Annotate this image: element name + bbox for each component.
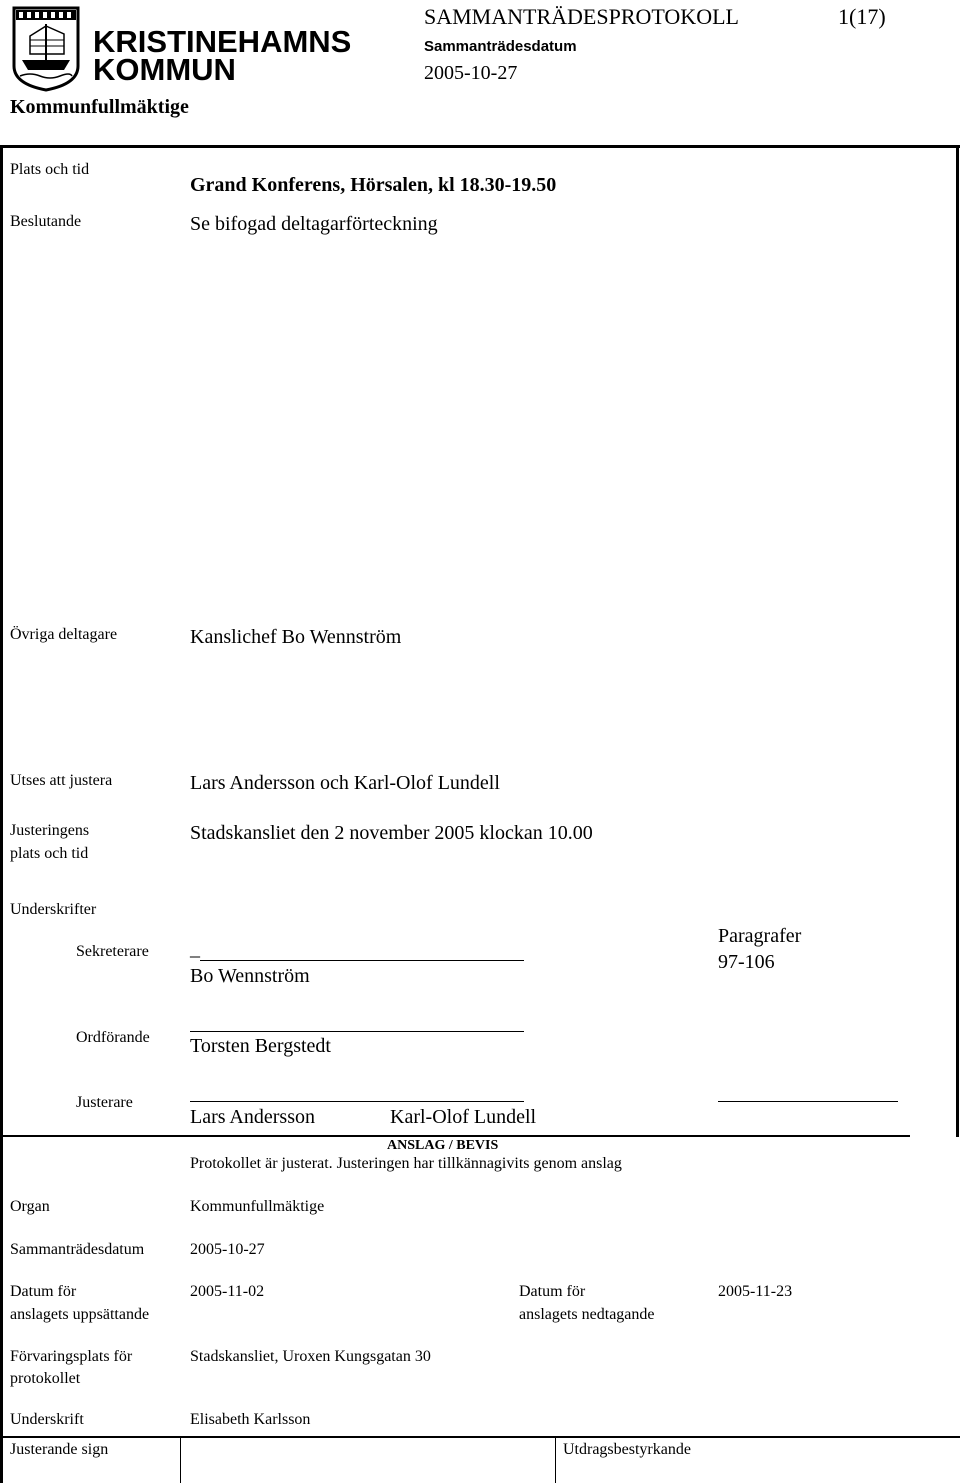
municipality-name-line-2: KOMMUN [93,52,236,87]
removed-label-1: Datum för [519,1283,586,1300]
adjusting-sign-label: Justerande sign [10,1441,109,1458]
adjuster-1-name: Lars Andersson [190,1106,315,1128]
organ-label: Organ [10,1198,50,1215]
posted-label-2: anslagets uppsättande [10,1306,150,1323]
chair-label: Ordförande [76,1029,150,1046]
adjust-place-label-2: plats och tid [10,845,89,862]
paragraphs-label: Paragrafer [718,925,802,947]
notice-signature-label: Underskrift [10,1411,84,1428]
adjuster-2-name: Karl-Olof Lundell [390,1106,537,1128]
municipality-name-line-1: KRISTINEHAMNS [93,24,352,59]
secretary-label: Sekreterare [76,943,149,960]
secretary-mark: _ [190,938,200,960]
adjust-place-label-1: Justeringens [10,822,90,839]
meeting-date-label: Sammanträdesdatum [424,38,577,55]
notice-signature: Elisabeth Karlsson [190,1411,311,1428]
notice-rule [0,1135,910,1137]
storage-label-1: Förvaringsplats för [10,1348,133,1365]
adjusters-sign-label: Justerare [76,1094,133,1111]
chair-signature-line [190,1031,524,1032]
footer-divider-1 [180,1436,181,1483]
adjusters-signature-line [190,1101,524,1102]
footer-divider-2 [555,1436,556,1483]
paragraphs-range: 97-106 [718,951,775,973]
document-type: SAMMANTRÄDESPROTOKOLL [424,4,739,29]
footer-rule [0,1436,960,1438]
paragraph-signature-line [718,1101,898,1102]
meeting-date: 2005-10-27 [424,62,518,84]
organ: Kommunfullmäktige [190,1198,325,1215]
storage-place: Stadskansliet, Uroxen Kungsgatan 30 [190,1348,431,1365]
notice-date-label: Sammanträdesdatum [10,1241,145,1258]
removed-label-2: anslagets nedtagande [519,1306,655,1323]
adjusters: Lars Andersson och Karl-Olof Lundell [190,772,500,794]
notice-text: Protokollet är justerat. Justeringen har tillkännagivits genom anslag [190,1155,622,1172]
notice-date: 2005-10-27 [190,1241,265,1258]
signatures-label: Underskrifter [10,901,97,918]
deciding: Se bifogad deltagarförteckning [190,213,438,235]
place-time: Grand Konferens, Hörsalen, kl 18.30-19.50 [190,174,557,196]
left-border [0,145,3,1483]
notice-title: ANSLAG / BEVIS [387,1138,499,1153]
adjusters-label: Utses att justera [10,772,113,789]
other-participants-label: Övriga deltagare [10,626,118,643]
municipality-crest-ship-icon [10,4,82,92]
certifying-label: Utdragsbestyrkande [563,1441,691,1458]
deciding-label: Beslutande [10,213,82,230]
decision-body: Kommunfullmäktige [10,96,189,118]
posted-date: 2005-11-02 [190,1283,265,1300]
right-border [956,145,959,1137]
chair-name: Torsten Bergstedt [190,1035,331,1057]
header-rule [0,145,960,148]
page-number: 1(17) [838,4,886,29]
other-participants: Kanslichef Bo Wennström [190,626,402,648]
removed-date: 2005-11-23 [718,1283,793,1300]
secretary-signature-line [200,960,524,961]
place-time-label: Plats och tid [10,161,90,178]
storage-label-2: protokollet [10,1370,81,1387]
secretary-name: Bo Wennström [190,965,310,987]
posted-label-1: Datum för [10,1283,77,1300]
adjust-place: Stadskansliet den 2 november 2005 klockan 10.00 [190,822,593,844]
